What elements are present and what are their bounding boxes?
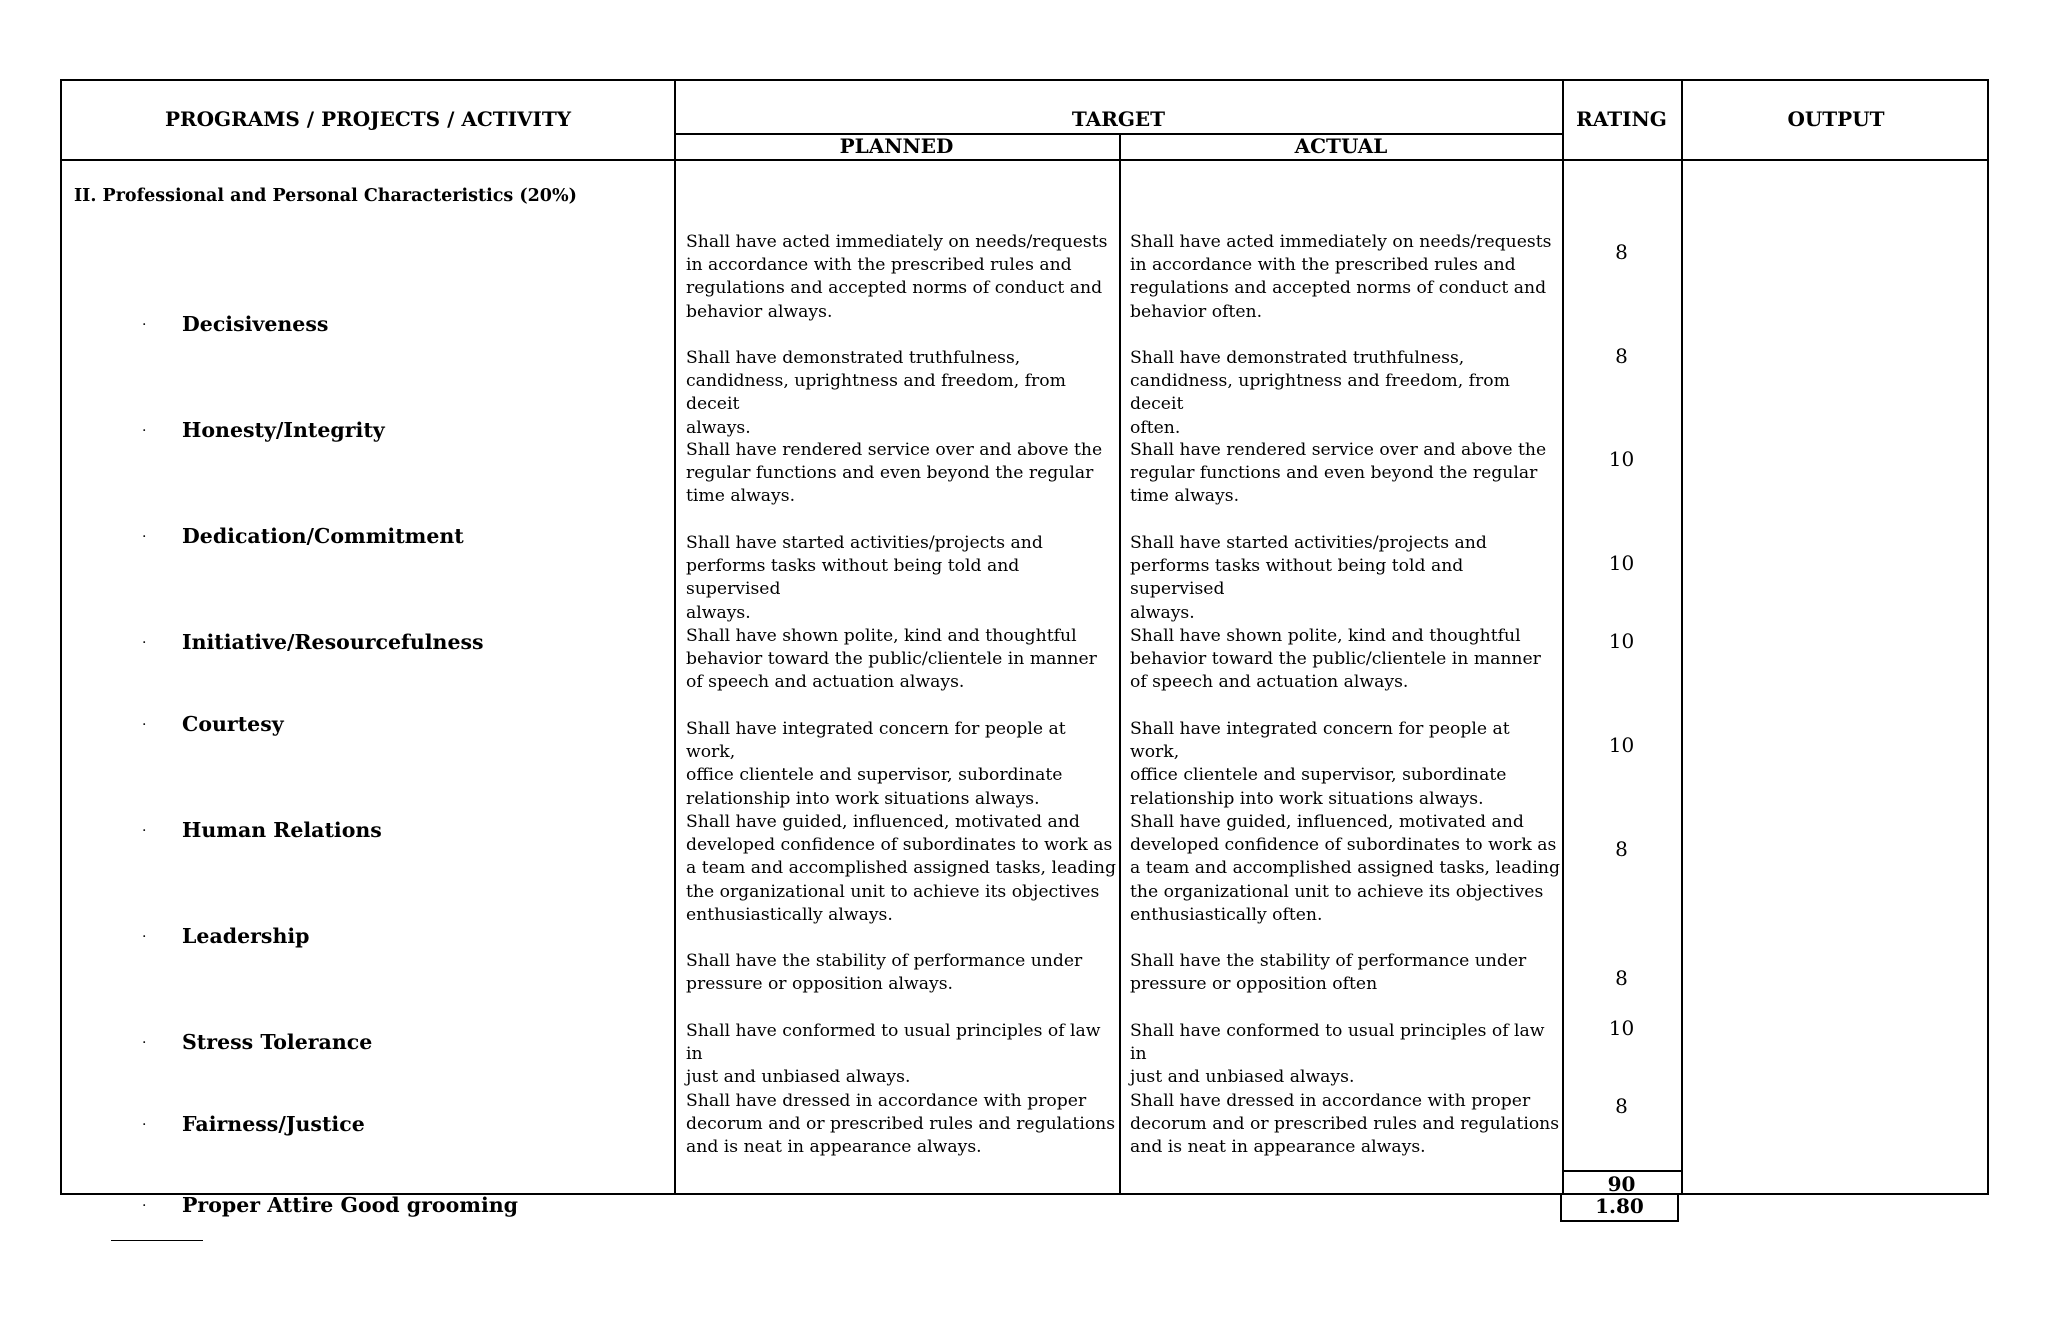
header-output: OUTPUT — [1787, 107, 1885, 131]
row-label: Honesty/Integrity — [182, 418, 385, 442]
header-programs: PROGRAMS / PROJECTS / ACTIVITY — [164, 107, 572, 131]
planned-description: Shall have started activities/projects and performs tasks without being told and supervised always. — [686, 533, 1043, 623]
footnote-divider — [111, 1240, 203, 1241]
actual-description: Shall have shown polite, kind and thoughtful behavior toward the public/clientele in manner of speech and actuation always. — [1130, 626, 1541, 693]
actual-description: Shall have dressed in accordance with proper decorum and or prescribed rules and regulations and is neat in appearance always. — [1130, 1091, 1560, 1158]
rating-value: 10 — [1608, 1016, 1635, 1040]
column-divider — [1681, 81, 1683, 1193]
planned-description: Shall have dressed in accordance with proper decorum and or prescribed rules and regulations and is neat in appearance always. — [686, 1091, 1116, 1158]
bullet-icon: · — [142, 317, 147, 333]
bullet-icon: · — [142, 823, 147, 839]
row-label: Courtesy — [182, 712, 284, 736]
header-target: TARGET — [1071, 107, 1166, 131]
bullet-icon: · — [142, 1035, 147, 1051]
header-rating: RATING — [1576, 107, 1667, 131]
actual-description: Shall have the stability of performance under pressure or opposition often — [1130, 951, 1527, 995]
rating-value: 8 — [1615, 837, 1628, 861]
rating-value: 10 — [1608, 551, 1635, 575]
row-label: Proper Attire Good grooming — [182, 1193, 518, 1217]
planned-description: Shall have acted immediately on needs/requests in accordance with the prescribed rules and regulations and accepted norms of conduct and behavior always. — [686, 232, 1108, 322]
column-divider — [674, 81, 676, 1193]
planned-description: Shall have integrated concern for people at work, office clientele and supervisor, subordinate relationship into work situations always. — [686, 719, 1066, 809]
actual-description: Shall have rendered service over and above the regular functions and even beyond the regular time always. — [1130, 440, 1547, 507]
actual-description: Shall have integrated concern for people at work, office clientele and supervisor, subordinate relationship into work situations always. — [1130, 719, 1510, 809]
rating-total: 90 — [1562, 1170, 1681, 1197]
row-label: Human Relations — [182, 818, 382, 842]
rating-value: 10 — [1608, 447, 1635, 471]
rating-value: 8 — [1615, 966, 1628, 990]
planned-description: Shall have conformed to usual principles of law in just and unbiased always. — [686, 1021, 1101, 1088]
section-title: II. Professional and Personal Characteristics (20%) — [74, 186, 577, 206]
rating-value: 8 — [1615, 344, 1628, 368]
weighted-rating: 1.80 — [1560, 1194, 1679, 1222]
bullet-icon: · — [142, 1198, 147, 1214]
actual-description: Shall have demonstrated truthfulness, candidness, uprightness and freedom, from deceit often. — [1130, 348, 1510, 438]
planned-description: Shall have the stability of performance under pressure or opposition always. — [686, 951, 1083, 995]
row-label: Initiative/Resourcefulness — [182, 630, 484, 654]
rating-value: 8 — [1615, 1094, 1628, 1118]
header-actual: ACTUAL — [1294, 134, 1388, 158]
planned-description: Shall have rendered service over and above the regular functions and even beyond the regular time always. — [686, 440, 1103, 507]
planned-description: Shall have shown polite, kind and thoughtful behavior toward the public/clientele in manner of speech and actuation always. — [686, 626, 1097, 693]
header-planned: PLANNED — [839, 134, 954, 158]
rating-value: 10 — [1608, 629, 1635, 653]
actual-description: Shall have started activities/projects and performs tasks without being told and supervised always. — [1130, 533, 1487, 623]
planned-description: Shall have guided, influenced, motivated and developed confidence of subordinates to work as a team and accomplished assigned tasks, leading the organizational unit to achieve its objectives enthusiastically always. — [686, 812, 1116, 925]
bullet-icon: · — [142, 635, 147, 651]
actual-description: Shall have acted immediately on needs/requests in accordance with the prescribed rules and regulations and accepted norms of conduct and behavior often. — [1130, 232, 1552, 322]
actual-description: Shall have guided, influenced, motivated and developed confidence of subordinates to work as a team and accomplished assigned tasks, leading the organizational unit to achieve its objectives enthusiastically often. — [1130, 812, 1560, 925]
bullet-icon: · — [142, 929, 147, 945]
rating-value: 8 — [1615, 240, 1628, 264]
column-divider — [1119, 134, 1121, 1193]
row-label: Stress Tolerance — [182, 1030, 373, 1054]
bullet-icon: · — [142, 717, 147, 733]
rating-value: 10 — [1608, 733, 1635, 757]
row-label: Fairness/Justice — [182, 1112, 365, 1136]
bullet-icon: · — [142, 529, 147, 545]
row-label: Dedication/Commitment — [182, 524, 464, 548]
row-label: Decisiveness — [182, 312, 329, 336]
planned-description: Shall have demonstrated truthfulness, candidness, uprightness and freedom, from deceit always. — [686, 348, 1066, 438]
bullet-icon: · — [142, 423, 147, 439]
bullet-icon: · — [142, 1117, 147, 1133]
row-label: Leadership — [182, 924, 310, 948]
actual-description: Shall have conformed to usual principles of law in just and unbiased always. — [1130, 1021, 1545, 1088]
